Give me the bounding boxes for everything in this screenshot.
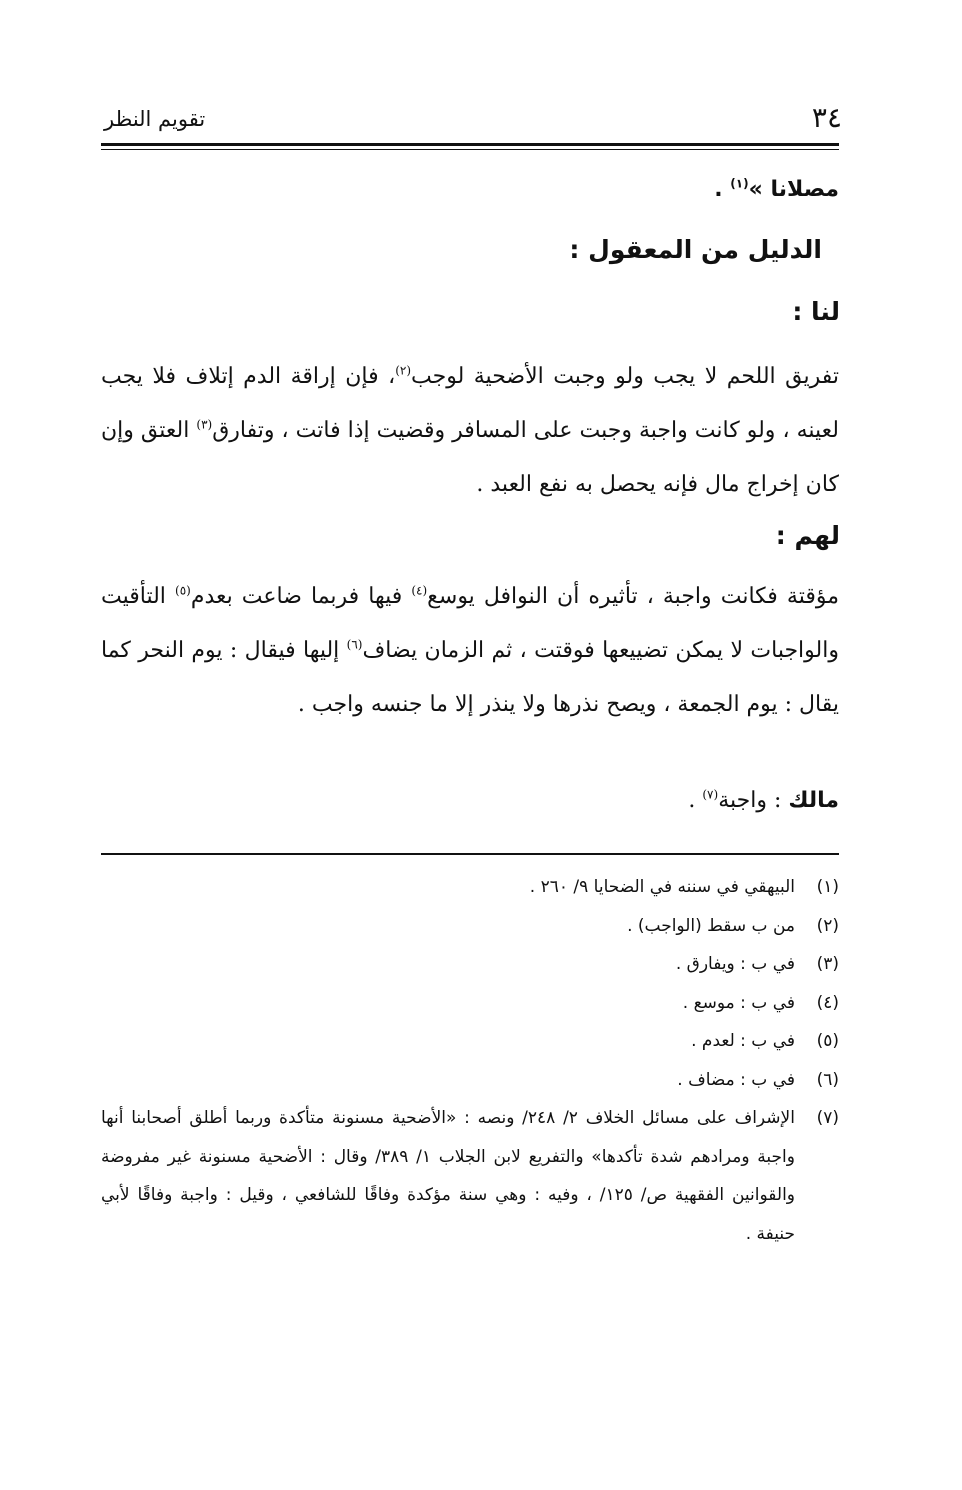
footnote-number: (٥) — [816, 1031, 839, 1051]
footnote-text: في ب : موسع . — [682, 992, 795, 1013]
para1-text-b: ، فإن إراقة الدم إتلاف فلا يجب لعينه ، ولو كانت واجبة وجبت على المسافر وقضيت إذا فاتت ، وتفارق — [101, 364, 839, 443]
continuation-line — [101, 168, 839, 212]
continuation-text: مصلانا » — [748, 177, 839, 202]
footnote-separator — [101, 853, 839, 855]
footnote-ref-5: (٥) — [175, 583, 191, 598]
header-rule-thin — [101, 149, 839, 150]
footnote-ref-3: (٣) — [196, 417, 213, 432]
footnote-text: الإشراف على مسائل الخلاف ٢/ ٢٤٨/ ونصه : «الأضحية مسنونة متأكدة وربما أطلق أصحابنا أنها واجبة ومرادهم شدة تأكدها» والتفريع لابن الجلاب ١/ ٣٨٩/ وقال : الأضحية مسنونة غير مفروضة والقوانين الفقهية ص/ ١٢٥/ ، وفيه : وهي سنة مؤكدة وفاقًا للشافعي ، وقيل : واجبة وفاقًا لأبي حنيفة . — [101, 1108, 796, 1244]
footnote-item — [101, 1061, 839, 1100]
footnote-text: البيهقي في سننه في الضحايا ٩/ ٢٦٠ . — [529, 877, 795, 897]
footnote-number: (١) — [816, 877, 839, 897]
heading-their-view: لهم : — [775, 521, 840, 550]
malik-end: . — [688, 788, 703, 813]
footnote-number: (٢) — [816, 915, 839, 936]
footnote-item — [101, 868, 839, 907]
heading-our-view: لنا : — [792, 297, 840, 326]
footnote-ref-1: (١) — [730, 176, 749, 191]
footnote-number: (٧) — [816, 1108, 839, 1128]
footnote-ref-7: (٧) — [702, 787, 719, 802]
footnote-number: (٣) — [816, 954, 839, 974]
malik-label: مالك — [788, 788, 839, 813]
malik-text: : واجبة — [718, 788, 789, 813]
footnote-text: من ب سقط (الواجب) . — [627, 915, 795, 936]
footnote-text: في ب : ويفارق . — [675, 954, 795, 974]
header-rule-thick — [101, 143, 839, 146]
footnote-number: (٦) — [816, 1069, 839, 1090]
footnote-item — [101, 907, 839, 946]
footnote-text: في ب : مضاف . — [677, 1069, 795, 1090]
footnote-ref-4: (٤) — [411, 583, 428, 598]
continuation-end: . — [714, 177, 731, 202]
footnote-list — [101, 868, 839, 1253]
footnote-item — [101, 984, 839, 1023]
footnote-number: (٤) — [816, 992, 839, 1013]
page-number: ٣٤ — [811, 101, 842, 134]
paragraph-malik — [101, 774, 839, 828]
footnote-ref-2: (٢) — [395, 363, 412, 378]
paragraph-our-argument — [101, 350, 839, 512]
footnote-item — [101, 945, 839, 984]
footnote-ref-6: (٦) — [346, 637, 363, 652]
para2-text-b: فيها فربما ضاعت بعدم — [190, 584, 412, 609]
footnote-text: في ب : لعدم . — [691, 1031, 795, 1051]
heading-rational-proof: الدليل من المعقول : — [569, 235, 822, 264]
footnote-item — [101, 1099, 839, 1253]
para1-text-c: العتق وإن كان إخراج مال فإنه يحصل به نفع العبد . — [101, 418, 839, 497]
para2-text-a: مؤقتة فكانت واجبة ، تأثيره أن النوافل يوسع — [427, 584, 839, 609]
paragraph-their-argument — [101, 570, 839, 732]
para2-text-d: إليها فيقال : يوم النحر كما يقال : يوم الجمعة ، ويصح نذرها ولا ينذر إلا ما جنسه واجب . — [101, 638, 839, 717]
para1-text-a: تفريق اللحم لا يجب ولو وجبت الأضحية لوجب — [411, 364, 839, 389]
para2-text-c: التأقيت والواجبات لا يمكن تضييعها فوقتت ، ثم الزمان يضاف — [101, 584, 839, 663]
footnote-item — [101, 1022, 839, 1061]
running-title: تقويم النظر — [104, 107, 206, 131]
